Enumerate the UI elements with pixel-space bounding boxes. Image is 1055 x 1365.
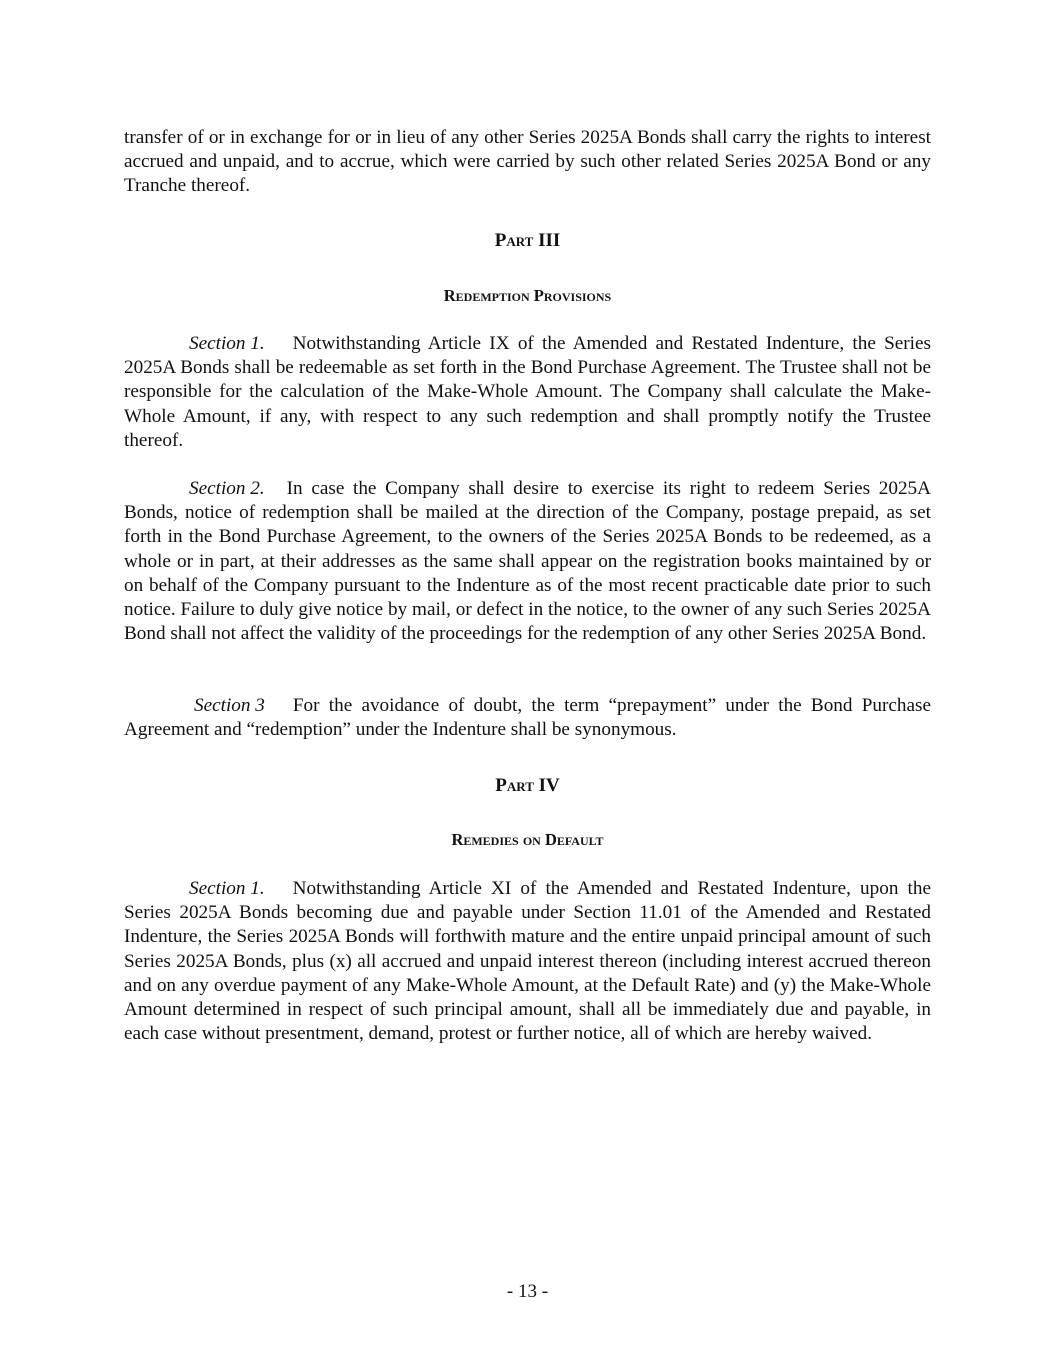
- part-iii-section-2: [124, 477, 931, 646]
- section-label: Section 2.: [189, 478, 265, 499]
- part-iv-heading: Part IV: [495, 775, 560, 796]
- section-label: Section 3: [194, 695, 265, 716]
- redemption-provisions-heading: Redemption Provisions: [443, 286, 612, 305]
- section-label: Section 1.: [189, 878, 265, 899]
- part-iii-heading: Part III: [494, 230, 561, 251]
- section-text: In case the Company shall desire to exercise its right to redeem Series 2025A Bonds, notice of redemption shall be mailed at the direction of the Company, postage prepaid, as set forth in the Bond Purchase Agreement, to the owners of the Series 2025A Bonds to be redeemed, as a whole or in part, at their addresses as the same shall appear on the registration books maintained by or on behalf of the Company pursuant to the Indenture as of the most recent practicable date prior to such notice. Failure to duly give notice by mail, or defect in the notice, to the owner of any such Series 2025A Bond shall not affect the validity of the proceedings for the redemption of any other Series 2025A Bond.: [124, 478, 931, 645]
- intro-paragraph: transfer of or in exchange for or in lieu of any other Series 2025A Bonds shall carry the rights to interest accrued and unpaid, and to accrue, which were carried by such other related Series 2025A Bond or any Tranche thereof.: [124, 127, 931, 197]
- section-text: Notwithstanding Article XI of the Amended and Restated Indenture, upon the Series 2025A Bonds becoming due and payable under Section 11.01 of the Amended and Restated Indenture, the Series 2025A Bonds will forthwith mature and the entire unpaid principal amount of such Series 2025A Bonds, plus (x) all accrued and unpaid interest thereon (including interest accrued thereon and on any overdue payment of any Make-Whole Amount, at the Default Rate) and (y) the Make-Whole Amount determined in respect of such principal amount, shall all be immediately due and payable, in each case without presentment, demand, protest or further notice, all of which are hereby waived.: [124, 878, 931, 1045]
- remedies-on-default-heading: Remedies on Default: [451, 830, 604, 849]
- page-number: - 13 -: [506, 1281, 549, 1302]
- part-iii-section-1: [124, 332, 931, 453]
- section-text: For the avoidance of doubt, the term “prepayment” under the Bond Purchase Agreement and “redemption” under the Indenture shall be synonymous.: [124, 695, 931, 741]
- part-iii-section-3: [124, 694, 931, 742]
- section-text: Notwithstanding Article IX of the Amended and Restated Indenture, the Series 2025A Bonds shall be redeemable as set forth in the Bond Purchase Agreement. The Trustee shall not be responsible for the calculation of the Make-Whole Amount. The Company shall calculate the Make-Whole Amount, if any, with respect to any such redemption and shall promptly notify the Trustee thereof.: [124, 333, 931, 451]
- section-label: Section 1.: [189, 333, 265, 354]
- part-iv-section-1: [124, 877, 931, 1046]
